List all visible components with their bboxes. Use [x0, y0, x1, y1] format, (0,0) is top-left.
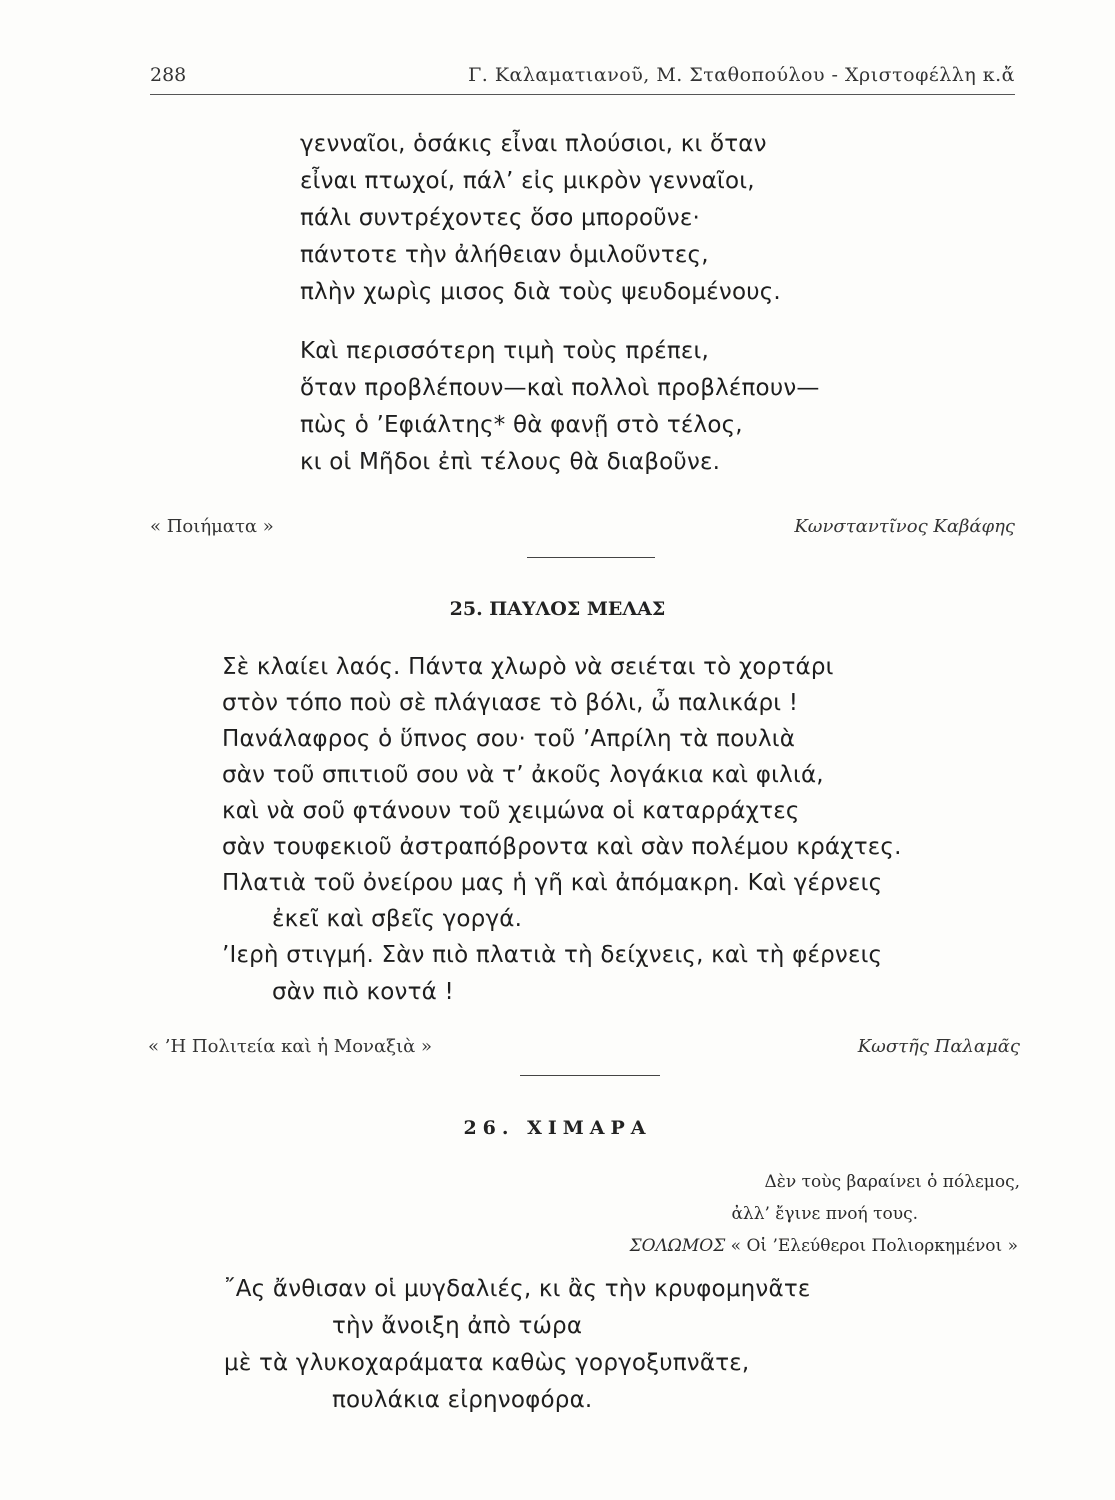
poem-source: « Ποιήματα » — [150, 516, 274, 537]
poem-line: καὶ νὰ σοῦ φτάνουν τοῦ χειμώνα οἱ καταρράχτες — [222, 798, 800, 824]
poem-line: σὰν τουφεκιοῦ ἀστραπόβροντα καὶ σὰν πολέμου κράχτες. — [222, 834, 902, 860]
poem-line: πλὴν χωρὶς μισος διὰ τοὺς ψευδομένους. — [300, 279, 781, 305]
poem-line: πάλι συντρέχοντες ὅσο μποροῦνε· — [300, 205, 700, 231]
epigraph-source: « Οἱ ’Ελεύθεροι Πολιορκημένοι » — [730, 1236, 1018, 1256]
poem-line: σὰν τοῦ σπιτιοῦ σου νὰ τ’ ἀκοῦς λογάκια καὶ φιλιά, — [222, 762, 824, 788]
poem-line: κι οἱ Μῆδοι ἐπὶ τέλους θὰ διαβοῦνε. — [300, 449, 721, 475]
section-divider — [520, 1075, 660, 1076]
section-title-25: 25. ΠΑΥΛΟΣ ΜΕΛΑΣ — [449, 598, 666, 620]
poem-line: γενναῖοι, ὁσάκις εἶναι πλούσιοι, κι ὅταν — [300, 131, 767, 157]
poem-line: μὲ τὰ γλυκοχαράματα καθὼς γοργοξυπνᾶτε, — [224, 1350, 750, 1376]
poem-line: πουλάκια εἰρηνοφόρα. — [332, 1387, 593, 1413]
poem-line: σὰν πιὸ κοντά ! — [272, 979, 454, 1005]
epigraph-attribution — [630, 1236, 1018, 1256]
epigraph-line: Δὲν τοὺς βαραίνει ὁ πόλεμος, — [764, 1172, 1020, 1192]
poem-line: ’Ιερὴ στιγμή. Σὰν πιὸ πλατιὰ τὴ δείχνεις, καὶ τὴ φέρνεις — [222, 942, 883, 968]
poem-line: εἶναι πτωχοί, πάλ’ εἰς μικρὸν γενναῖοι, — [300, 168, 755, 194]
poem-line: πάντοτε τὴν ἀλήθειαν ὁμιλοῦντες, — [300, 242, 709, 268]
page-header — [150, 60, 1015, 95]
page-number: 288 — [150, 64, 187, 86]
poem-line: Καὶ περισσότερη τιμὴ τοὺς πρέπει, — [300, 338, 710, 364]
epigraph-author: ΣΟΛΩΜΟΣ — [629, 1236, 726, 1256]
poem-line: πὼς ὁ ’Εφιάλτης* θὰ φανῇ στὸ τέλος, — [300, 412, 743, 438]
section-title-26: 26. ΧΙΜΑΡΑ — [463, 1117, 652, 1139]
poem-author: Κωστῆς Παλαμᾶς — [857, 1036, 1020, 1057]
poem-line: Πανάλαφρος ὁ ὕπνος σου· τοῦ ’Απρίλη τὰ πουλιὰ — [222, 726, 796, 752]
poem-line: Σὲ κλαίει λαός. Πάντα χλωρὸ νὰ σειέται τὸ χορτάρι — [222, 654, 834, 680]
running-title: Γ. Καλαματιανοῦ, Μ. Σταθοπούλου - Χριστοφέλλη κ.ἄ — [468, 64, 1015, 86]
poem-author: Κωνσταντῖνος Καβάφης — [794, 516, 1015, 537]
section-divider — [527, 557, 655, 558]
poem-line: ἐκεῖ καὶ σβεῖς γοργά. — [272, 906, 523, 932]
epigraph-line: ἀλλ’ ἔγινε πνοή τους. — [731, 1204, 918, 1224]
poem-line: στὸν τόπο ποὺ σὲ πλάγιασε τὸ βόλι, ὦ παλικάρι ! — [222, 690, 799, 716]
poem-line: ῎Ας ἄνθισαν οἱ μυγδαλιές, κι ἂς τὴν κρυφομηνᾶτε — [224, 1276, 811, 1302]
poem-line: ὅταν προβλέπουν—καὶ πολλοὶ προβλέπουν— — [300, 375, 820, 401]
poem-source: « ’Η Πολιτεία καὶ ἡ Μοναξιὰ » — [148, 1036, 433, 1057]
poem-line: Πλατιὰ τοῦ ὀνείρου μας ἡ γῆ καὶ ἀπόμακρη. Καὶ γέρνεις — [222, 870, 883, 896]
poem-line: τὴν ἄνοιξη ἀπὸ τώρα — [332, 1313, 583, 1339]
